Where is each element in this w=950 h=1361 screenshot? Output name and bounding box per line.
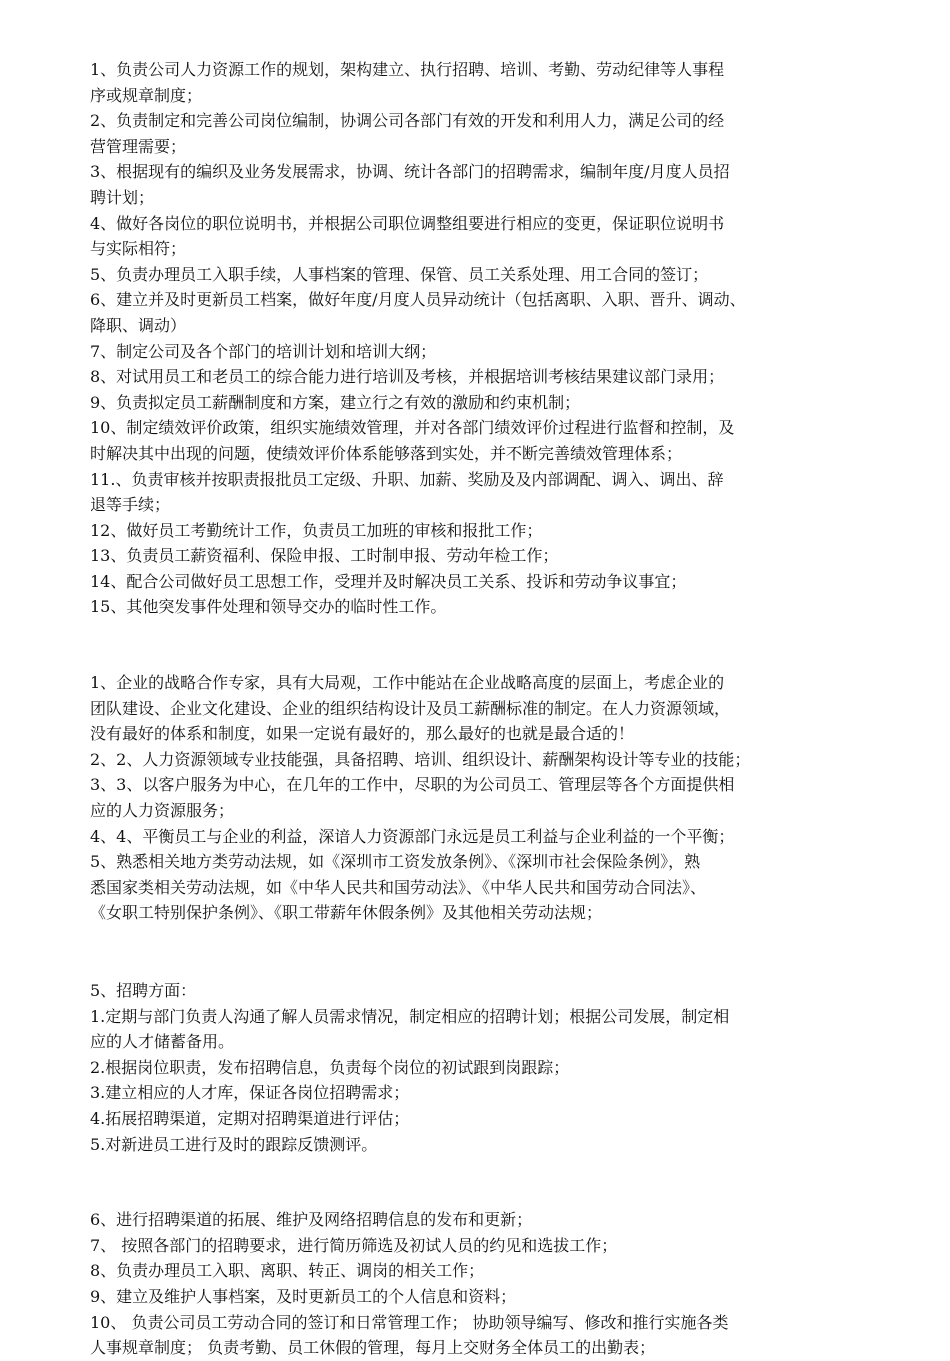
- text-line: 团队建设、企业文化建设、企业的组织结构设计及员工薪酬标准的制定。在人力资源领域，: [90, 698, 731, 718]
- text-line: 应的人才储蓄备用。: [90, 1032, 235, 1052]
- text-line: 5.对新进员工进行及时的跟踪反馈测评。: [90, 1134, 378, 1154]
- text-line: 3.建立相应的人才库，保证各岗位招聘需求；: [90, 1083, 410, 1103]
- text-line: 2、2、人力资源领域专业技能强，具备招聘、培训、组织设计、薪酬架构设计等专业的技能；: [90, 749, 751, 769]
- text-line: 4.拓展招聘渠道，定期对招聘渠道进行评估；: [90, 1108, 410, 1128]
- text-line: 7、 按照各部门的招聘要求，进行简历筛选及初试人员的约见和选拔工作；: [90, 1235, 618, 1255]
- section-recruitment: [90, 978, 880, 1157]
- text-line: 退等手续；: [90, 495, 171, 515]
- text-line: 时解决其中出现的问题，使绩效评价体系能够落到实处，并不断完善绩效管理体系；: [90, 443, 683, 463]
- text-line: 5、负责办理员工入职手续，人事档案的管理、保管、员工关系处理、用工合同的签订；: [90, 264, 709, 284]
- text-line: 7、制定公司及各个部门的培训计划和培训大纲；: [90, 341, 437, 361]
- text-line: 与实际相符；: [90, 239, 187, 259]
- text-line: 3、根据现有的编织及业务发展需求，协调、统计各部门的招聘需求，编制年度/月度人员招: [90, 162, 730, 182]
- text-line: 没有最好的体系和制度，如果一定说有最好的，那么最好的也就是最合适的！: [90, 724, 635, 744]
- text-line: 1、负责公司人力资源工作的规划，架构建立、执行招聘、培训、考勤、劳动纪律等人事程: [90, 60, 725, 79]
- text-line: 4、做好各岗位的职位说明书，并根据公司职位调整组要进行相应的变更，保证职位说明书: [90, 213, 725, 233]
- section-spacer: [90, 926, 880, 978]
- document-page: [90, 57, 880, 1361]
- section-strengths: [90, 670, 880, 926]
- text-line: 15、其他突发事件处理和领导交办的临时性工作。: [90, 597, 447, 617]
- text-line: 人事规章制度； 负责考勤、员工休假的管理，每月上交财务全体员工的出勤表；: [90, 1338, 656, 1358]
- text-line: 8、对试用员工和老员工的综合能力进行培训及考核，并根据培训考核结果建议部门录用；: [90, 367, 725, 387]
- text-line: 营管理需要；: [90, 136, 187, 156]
- text-line: 序或规章制度；: [90, 85, 203, 105]
- text-line: 5、招聘方面：: [90, 981, 197, 1000]
- text-line: 9、负责拟定员工薪酬制度和方案，建立行之有效的激励和约束机制；: [90, 392, 581, 412]
- section-spacer: [90, 620, 880, 670]
- text-line: 1.定期与部门负责人沟通了解人员需求情况，制定相应的招聘计划；根据公司发展，制定相: [90, 1006, 730, 1026]
- text-line: 1、企业的战略合作专家，具有大局观，工作中能站在企业战略高度的层面上，考虑企业的: [90, 673, 725, 693]
- text-line: 应的人力资源服务；: [90, 801, 235, 821]
- text-line: 8、负责办理员工入职、离职、转正、调岗的相关工作；: [90, 1261, 485, 1281]
- text-line: 2、负责制定和完善公司岗位编制，协调公司各部门有效的开发和利用人力，满足公司的经: [90, 111, 725, 131]
- text-line: 降职、调动）: [90, 315, 187, 335]
- text-line: 悉国家类相关劳动法规，如《中华人民共和国劳动法》、《中华人民共和国劳动合同法》、: [90, 877, 707, 897]
- text-line: 6、建立并及时更新员工档案，做好年度/月度人员异动统计（包括离职、入职、晋升、调动、: [90, 290, 746, 310]
- text-line: 14、配合公司做好员工思想工作，受理并及时解决员工关系、投诉和劳动争议事宜；: [90, 571, 687, 591]
- text-line: 《女职工特别保护条例》、《职工带薪年休假条例》及其他相关劳动法规；: [90, 903, 603, 923]
- section-responsibilities: [90, 57, 880, 620]
- text-line: 13、负责员工薪资福利、保险申报、工时制申报、劳动年检工作；: [90, 546, 559, 566]
- text-line: 11.、负责审核并按职责报批员工定级、升职、加薪、奖励及及内部调配、调入、调出、辞: [90, 469, 724, 489]
- text-line: 4、4、平衡员工与企业的利益，深谙人力资源部门永远是员工利益与企业利益的一个平衡；: [90, 826, 735, 846]
- section-spacer: [90, 1157, 880, 1207]
- text-line: 9、建立及维护人事档案，及时更新员工的个人信息和资料；: [90, 1286, 517, 1306]
- text-line: 5、熟悉相关地方类劳动法规，如《深圳市工资发放条例》、《深圳市社会保险条例》，熟: [90, 852, 701, 872]
- text-line: 10、 负责公司员工劳动合同的签订和日常管理工作； 协助领导编写、修改和推行实施各类: [90, 1312, 729, 1332]
- text-line: 2.根据岗位职责，发布招聘信息，负责每个岗位的初试跟到岗跟踪；: [90, 1057, 570, 1077]
- text-line: 6、进行招聘渠道的拓展、维护及网络招聘信息的发布和更新；: [90, 1210, 533, 1230]
- text-line: 聘计划；: [90, 187, 155, 207]
- text-line: 10、制定绩效评价政策，组织实施绩效管理，并对各部门绩效评价过程进行监督和控制，及: [90, 418, 735, 438]
- text-line: 3、3、以客户服务为中心，在几年的工作中，尽职的为公司员工、管理层等各个方面提供相: [90, 775, 735, 795]
- text-line: 12、做好员工考勤统计工作，负责员工加班的审核和报批工作；: [90, 520, 543, 540]
- section-hr-operations: [90, 1207, 880, 1361]
